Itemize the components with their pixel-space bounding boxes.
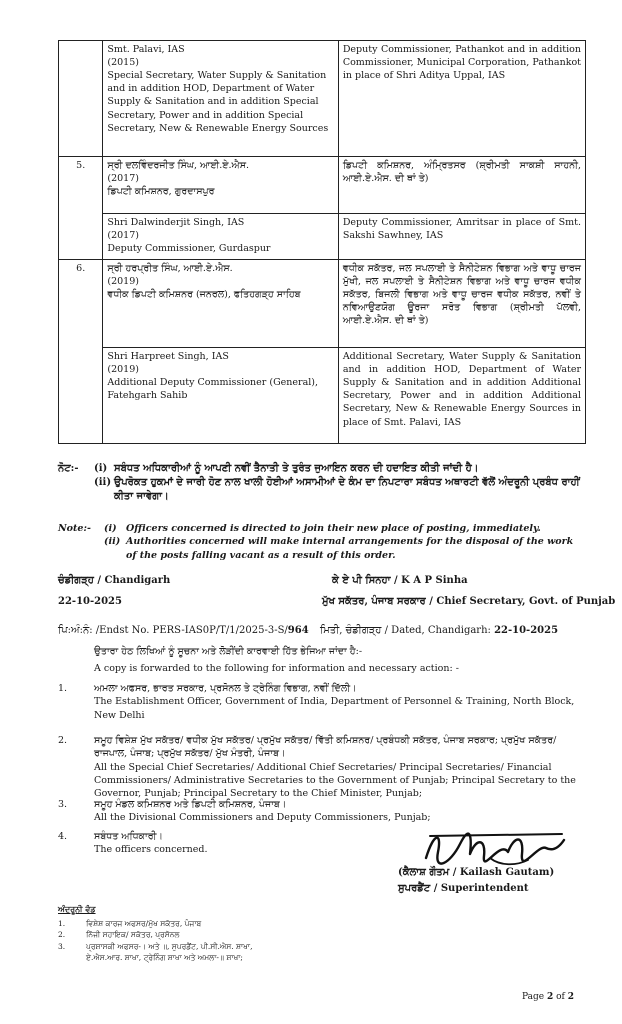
internal-distribution-list bbox=[58, 918, 252, 963]
endorsement-date: ਮਿਤੀ, ਚੰਡੀਗੜ੍ਹ / Dated, Chandigarh: 22-10-2025 bbox=[320, 625, 559, 636]
addressee-number: 4. bbox=[58, 831, 68, 842]
addressee-english: The officers concerned. bbox=[94, 844, 208, 856]
internal-distribution-title: ਅੰਦਰੂਨੀ ਵੰਡ bbox=[58, 904, 96, 914]
officer-designation: ਸੁਪਰਡੈਂਟ / Superintendent bbox=[398, 883, 529, 894]
officer-text: Shri Dalwinderjit Singh, IAS (2017) Deputy Commissioner, Gurdaspur bbox=[107, 217, 271, 255]
table-row bbox=[59, 214, 586, 260]
table-row bbox=[59, 348, 586, 444]
list-item-number: 2. bbox=[58, 930, 66, 940]
addressee-number: 2. bbox=[58, 735, 68, 746]
addressee-punjabi: ਅਮਲਾ ਅਫਸਰ, ਭਾਰਤ ਸਰਕਾਰ, ਪ੍ਰਸੋਨਲ ਤੇ ਟ੍ਰੇਨਿੰਗ ਵਿਭਾਗ, ਨਵੀਂ ਦਿੱਲੀ। bbox=[94, 683, 357, 694]
list-item bbox=[58, 941, 252, 952]
table-row bbox=[59, 260, 586, 348]
serial-number: 6. bbox=[59, 260, 103, 444]
note-item-number: (i) bbox=[94, 463, 108, 474]
posting-cell bbox=[338, 348, 585, 444]
place-of-issue: ਚੰਡੀਗੜ੍ਹ / Chandigarh bbox=[58, 575, 171, 586]
addressee-item bbox=[58, 798, 586, 825]
addressee-punjabi: ਸਬੰਧਤ ਅਧਿਕਾਰੀ। bbox=[94, 831, 163, 842]
list-item bbox=[58, 929, 252, 940]
posting-cell-punjabi bbox=[338, 157, 585, 214]
serial-number bbox=[59, 41, 103, 157]
addressee-item bbox=[58, 682, 586, 722]
table-row bbox=[59, 157, 586, 214]
note-item-number: (ii) bbox=[94, 477, 112, 489]
addressee-punjabi: ਸਮੂਹ ਵਿਸ਼ੇਸ਼ ਮੁੱਖ ਸਕੱਤਰ/ ਵਧੀਕ ਮੁੱਖ ਸਕੱਤਰ/ ਪ੍ਰਮੁੱਖ ਸਕੱਤਰ/ ਵਿੱਤੀ ਕਮਿਸ਼ਨਰ/ ਪ੍ਰਬੰਧਕੀ ਸਕੱਤਰ, ਪੰਜਾਬ ਸਰਕਾਰ; ਪ੍ਰਮੁੱਖ ਸਕੱਤਰ/ਰਾਜਪਾਲ, ਪੰਜਾਬ; ਪ੍ਰਮੁੱਖ ਸਕੱਤਰ/ ਮੁੱਖ ਮੰਤਰੀ, ਪੰਜਾਬ। bbox=[94, 735, 557, 760]
officer-text-punjabi: ਸ੍ਰੀ ਹਰਪ੍ਰੀਤ ਸਿੰਘ, ਆਈ.ਏ.ਐਸ. (2019) ਵਧੀਕ ਡਿਪਟੀ ਕਮਿਸ਼ਨਰ (ਜਨਰਲ), ਫਤਿਹਗੜ੍ਹ ਸਾਹਿਬ bbox=[107, 263, 301, 301]
endorsement-number: 964 bbox=[287, 625, 309, 636]
table-row bbox=[59, 41, 586, 157]
list-item-number: 3. bbox=[58, 941, 66, 951]
note-item bbox=[94, 462, 586, 476]
officer-cell-punjabi bbox=[103, 260, 338, 348]
addressee-number: 3. bbox=[58, 799, 68, 810]
list-item-number: 1. bbox=[58, 919, 66, 928]
officer-text-punjabi: ਸ੍ਰੀ ਦਲਵਿੰਦਰਜੀਤ ਸਿੰਘ, ਆਈ.ਏ.ਐਸ. (2017) ਡਿਪਟੀ ਕਮਿਸ਼ਨਰ, ਗੁਰਦਾਸਪੁਰ bbox=[107, 160, 250, 198]
officer-cell bbox=[103, 41, 338, 157]
posting-text-punjabi: ਵਧੀਕ ਸਕੱਤਰ, ਜਲ ਸਪਲਾਈ ਤੇ ਸੈਨੀਟੇਸ਼ਨ ਵਿਭਾਗ ਅਤੇ ਵਾਧੂ ਚਾਰਜ ਮੁੱਖੀ, ਜਲ ਸਪਲਾਈ ਤੇ ਸੈਨੀਟੇਸ਼ਨ ਵਿਭਾਗ ਅਤੇ ਵਾਧੂ ਚਾਰਜ ਵਧੀਕ ਸਕੱਤਰ, ਬਿਜਲੀ ਵਿਭਾਗ ਅਤੇ ਵਾਧੂ ਚਾਰਜ ਵਧੀਕ ਸਕੱਤਰ, ਨਵੀਂ ਤੇ ਨਵਿਆਉਣਯੋਗ ਊਰਜਾ ਸਰੋਤ ਵਿਭਾਗ (ਸ਼੍ਰੀਮਤੀ ਪੱਲਵੀ, ਆਈ.ਏ.ਐਸ. ਦੀ ਥਾਂ ਤੇ) bbox=[342, 263, 581, 327]
officer-cell bbox=[103, 348, 338, 444]
posting-text: Additional Secretary, Water Supply & Sanitation and in addition HOD, Department of Water Supply & Sanitation and in addition Additional Secretary, Power and in addition Additional Secretary, New & Renewable Energy Sources in place of Smt. Palavi, IAS bbox=[342, 351, 581, 428]
posting-orders-table bbox=[58, 40, 586, 444]
addressee-english: All the Special Chief Secretaries/ Additional Chief Secretaries/ Principal Secretaries/ Financial Commissioners/ Administrative Secretaries to the Government of Punjab; Principal Secretary to the Governor, Punjab; Principal Secretary to the Chief Minister, Punjab; bbox=[94, 761, 576, 800]
posting-cell-punjabi bbox=[338, 260, 585, 348]
note-item-text: ਸਬੰਧਤ ਅਧਿਕਾਰੀਆਂ ਨੂੰ ਆਪਣੀ ਨਵੀਂ ਤੈਨਾਤੀ ਤੇ ਤੁਰੰਤ ਜੁਆਇਨ ਕਰਨ ਦੀ ਹਦਾਇਤ ਕੀਤੀ ਜਾਂਦੀ ਹੈ। bbox=[114, 463, 479, 474]
posting-text: Deputy Commissioner, Amritsar in place of Smt. Sakshi Sawhney, IAS bbox=[342, 217, 581, 242]
note-label: Note:- bbox=[58, 523, 91, 534]
list-item-text: ਪ੍ਰਸ਼ਾਸਕੀ ਅਫਸਰ-। ਅਤੇ ॥, ਸੁਪਰਡੈਂਟ, ਪੀ.ਸੀ.ਐਸ. ਸ਼ਾਖਾ, bbox=[86, 941, 253, 951]
officer-cell-punjabi bbox=[103, 157, 338, 214]
forward-text: A copy is forwarded to the following for information and necessary action: - bbox=[94, 663, 459, 674]
list-item-number bbox=[58, 952, 86, 963]
officer-name: (ਕੈਲਾਸ਼ ਗੌਤਮ / Kailash Gautam) bbox=[398, 867, 555, 878]
note-label: ਨੋਟ:- bbox=[58, 463, 79, 474]
signatory-designation: ਮੁੱਖ ਸਕੱਤਰ, ਪੰਜਾਬ ਸਰਕਾਰ / Chief Secretary, Govt. of Punjab bbox=[322, 596, 616, 607]
addressee-english: The Establishment Officer, Government of India, Department of Personnel & Training, North Block, New Delhi bbox=[94, 696, 575, 721]
list-item-text: ਵਿਸ਼ੇਸ਼ ਕਾਰਜ ਅਫਸਰ/ਮੁੱਖ ਸਕੱਤਰ, ਪੰਜਾਬ bbox=[86, 919, 202, 928]
note-item bbox=[94, 476, 586, 504]
handwritten-signature bbox=[420, 828, 570, 870]
officer-text: Shri Harpreet Singh, IAS (2019) Additional Deputy Commissioner (General), Fatehgarh Sahib bbox=[107, 351, 318, 402]
list-item bbox=[58, 952, 252, 963]
list-item bbox=[58, 918, 252, 929]
note-item-text: Authorities concerned will make internal arrangements for the disposal of the work of the posts falling vacant as a result of this order. bbox=[126, 536, 574, 561]
posting-cell bbox=[338, 214, 585, 260]
officer-text: Smt. Palavi, IAS (2015) Special Secretary, Water Supply & Sanitation and in addition HOD, Department of Water Supply & Sanitation and in addition Special Secretary, Power and in addition Special Secretary, New & Renewable Energy Sources bbox=[107, 44, 329, 134]
endorsement-date-value: 22-10-2025 bbox=[494, 625, 559, 636]
note-item-number: (ii) bbox=[104, 536, 121, 548]
issue-date: 22-10-2025 bbox=[58, 596, 122, 607]
list-item-text: ਨਿੱਜੀ ਸਹਾਇਕ/ ਸਕੱਤਰ, ਪ੍ਰਸੋਨਲ bbox=[86, 930, 180, 940]
list-item-text: ਏ.ਐਸ.ਆਰ. ਸ਼ਾਖਾ, ਟ੍ਰੇਨਿੰਗ ਸ਼ਾਖਾ ਅਤੇ ਅਮਲਾ-॥ ਸ਼ਾਖਾ; bbox=[86, 952, 243, 962]
note-item bbox=[104, 522, 586, 535]
posting-text-punjabi: ਡਿਪਟੀ ਕਮਿਸ਼ਨਰ, ਅੰਮ੍ਰਿਤਸਰ (ਸ਼੍ਰੀਮਤੀ ਸਾਕਸ਼ੀ ਸਾਹਨੀ, ਆਈ.ਏ.ਐਸ. ਦੀ ਥਾਂ ਤੇ) bbox=[342, 160, 581, 185]
note-item-number: (i) bbox=[104, 523, 117, 534]
endorsement-reference: ਪਿ:ਅੰ:ਨੰ: /Endst No. PERS-IAS0P/T/1/2025-3-S/964 bbox=[58, 625, 309, 636]
addressee-punjabi: ਸਮੂਹ ਮੰਡਲ ਕਮਿਸ਼ਨਰ ਅਤੇ ਡਿਪਟੀ ਕਮਿਸ਼ਨਰ, ਪੰਜਾਬ। bbox=[94, 799, 287, 810]
posting-cell bbox=[338, 41, 585, 157]
posting-text: Deputy Commissioner, Pathankot and in addition Commissioner, Municipal Corporation, Pathankot in place of Shri Aditya Uppal, IAS bbox=[342, 44, 581, 82]
serial-number: 5. bbox=[59, 157, 103, 260]
forward-text-punjabi: ਉਤਾਰਾ ਹੇਠ ਲਿਖਿਆਂ ਨੂੰ ਸੂਚਨਾ ਅਤੇ ਲੋੜੀਂਦੀ ਕਾਰਵਾਈ ਹਿੱਤ ਭੇਜਿਆ ਜਾਂਦਾ ਹੈ:- bbox=[94, 646, 363, 657]
addressee-english: All the Divisional Commissioners and Deputy Commissioners, Punjab; bbox=[94, 812, 431, 824]
signatory-name: ਕੇ ਏ ਪੀ ਸਿਨਹਾ / K A P Sinha bbox=[332, 575, 468, 586]
note-item-text: Officers concerned is directed to join their new place of posting, immediately. bbox=[126, 523, 541, 534]
note-item bbox=[104, 535, 586, 562]
page-number: Page 2 of 2 bbox=[522, 992, 574, 1002]
addressee-number: 1. bbox=[58, 683, 68, 694]
addressee-item bbox=[58, 734, 586, 800]
officer-cell bbox=[103, 214, 338, 260]
note-item-text: ਉਪਰੋਕਤ ਹੁਕਮਾਂ ਦੇ ਜਾਰੀ ਹੋਣ ਨਾਲ ਖਾਲੀ ਹੋਈਆਂ ਅਸਾਮੀਆਂ ਦੇ ਕੰਮ ਦਾ ਨਿਪਟਾਰਾ ਸਬੰਧਤ ਅਥਾਰਟੀ ਵੱਲੋਂ ਅੰਦਰੂਨੀ ਪ੍ਰਬੰਧ ਰਾਹੀਂ ਕੀਤਾ ਜਾਵੇਗਾ। bbox=[114, 477, 580, 503]
